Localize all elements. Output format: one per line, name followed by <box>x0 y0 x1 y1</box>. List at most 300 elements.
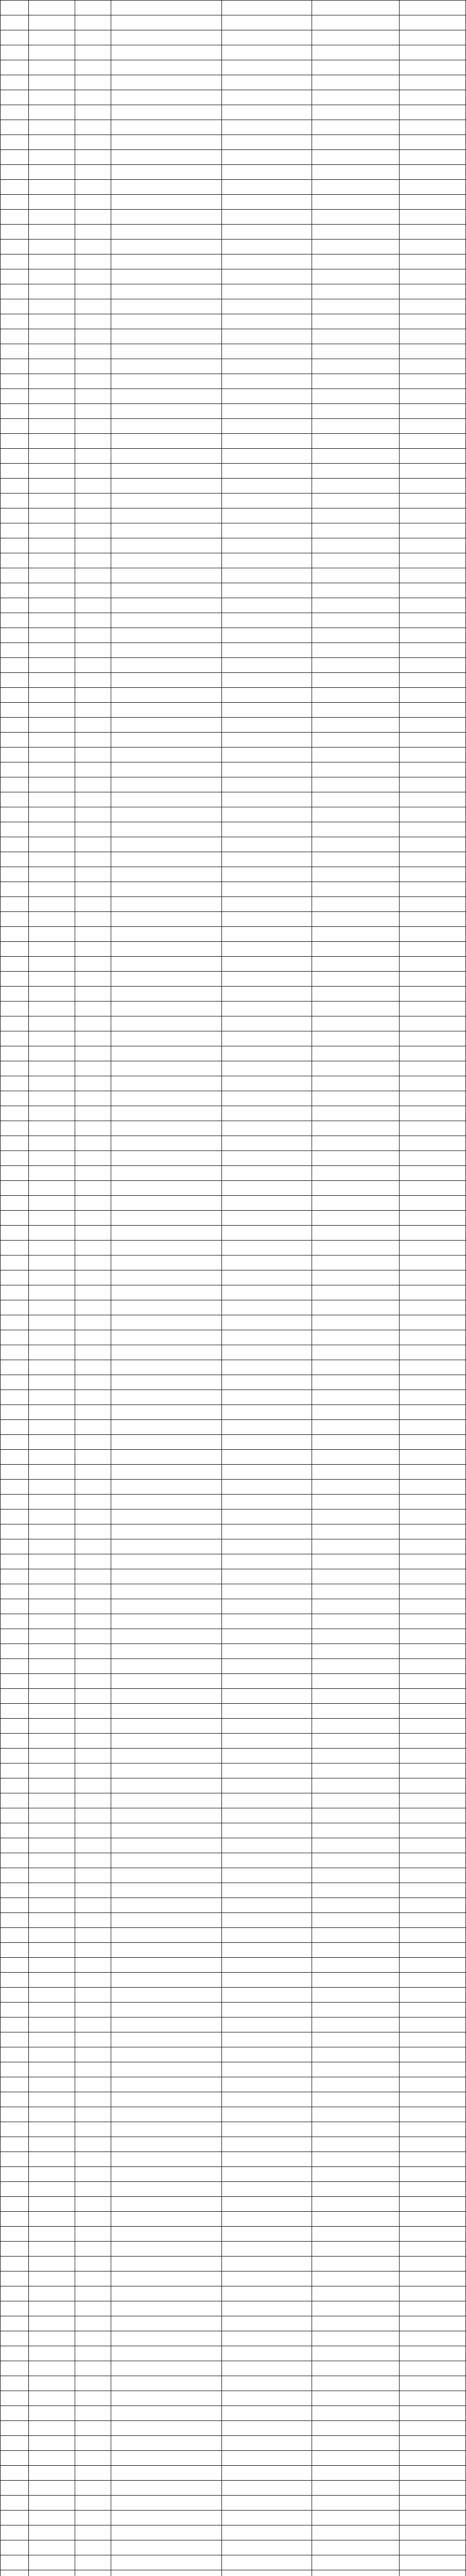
table-cell <box>222 1778 312 1793</box>
table-cell <box>1 2286 29 2301</box>
table-cell <box>111 1883 222 1898</box>
table-row <box>1 299 466 314</box>
table-cell <box>1 1928 29 1943</box>
table-cell <box>29 927 75 942</box>
table-cell <box>29 434 75 449</box>
table-cell <box>1 494 29 509</box>
table-cell <box>75 1450 111 1465</box>
table-cell <box>75 703 111 718</box>
table-row <box>1 807 466 822</box>
table-cell <box>312 1928 400 1943</box>
table-cell <box>75 1495 111 1510</box>
table-cell <box>75 628 111 643</box>
table-row <box>1 762 466 777</box>
table-cell <box>1 598 29 613</box>
table-cell <box>111 2272 222 2286</box>
table-cell <box>111 329 222 344</box>
table-cell <box>1 2496 29 2511</box>
table-cell <box>75 1435 111 1450</box>
table-cell <box>75 1106 111 1121</box>
table-cell <box>222 2032 312 2047</box>
table-cell <box>1 2376 29 2391</box>
table-cell <box>400 1704 466 1719</box>
table-cell <box>29 1196 75 1211</box>
table-cell <box>400 927 466 942</box>
table-cell <box>111 1435 222 1450</box>
table-cell <box>400 180 466 195</box>
table-cell <box>222 1226 312 1241</box>
table-cell <box>75 1928 111 1943</box>
table-row <box>1 1988 466 2003</box>
table-row <box>1 538 466 553</box>
table-cell <box>312 389 400 404</box>
table-cell <box>111 195 222 210</box>
table-cell <box>1 643 29 658</box>
table-cell <box>29 1988 75 2003</box>
table-cell <box>400 299 466 314</box>
table-row <box>1 1256 466 1270</box>
table-cell <box>75 762 111 777</box>
table-cell <box>400 2481 466 2496</box>
table-row <box>1 2018 466 2032</box>
table-row <box>1 2152 466 2167</box>
table-cell <box>75 2286 111 2301</box>
table-cell <box>1 120 29 135</box>
table-cell <box>312 1211 400 1226</box>
table-cell <box>1 2421 29 2436</box>
table-cell <box>400 1913 466 1928</box>
table-row <box>1 1 466 15</box>
table-cell <box>222 553 312 568</box>
table-cell <box>312 1629 400 1644</box>
table-cell <box>222 344 312 359</box>
table-row <box>1 1554 466 1569</box>
table-cell <box>29 1644 75 1659</box>
table-cell <box>75 1943 111 1958</box>
table-cell <box>29 942 75 957</box>
table-cell <box>312 1196 400 1211</box>
table-cell <box>29 822 75 837</box>
table-cell <box>312 240 400 255</box>
table-cell <box>222 2361 312 2376</box>
table-row <box>1 464 466 479</box>
table-row <box>1 1091 466 1106</box>
table-cell <box>29 1016 75 1031</box>
table-cell <box>75 105 111 120</box>
table-cell <box>29 2032 75 2047</box>
table-row <box>1 1196 466 1211</box>
table-row <box>1 1435 466 1450</box>
table-cell <box>1 1599 29 1614</box>
table-cell <box>75 329 111 344</box>
table-cell <box>400 2526 466 2540</box>
table-cell <box>111 2032 222 2047</box>
table-cell <box>1 2361 29 2376</box>
table-row <box>1 643 466 658</box>
table-row <box>1 1031 466 1046</box>
table-cell <box>400 1226 466 1241</box>
table-cell <box>111 1181 222 1196</box>
table-cell <box>1 867 29 882</box>
table-cell <box>29 553 75 568</box>
table-cell <box>75 1300 111 1315</box>
table-cell <box>400 628 466 643</box>
table-cell <box>400 598 466 613</box>
table-cell <box>111 628 222 643</box>
table-row <box>1 1644 466 1659</box>
table-cell <box>75 419 111 434</box>
table-cell <box>111 822 222 837</box>
table-cell <box>29 1973 75 1988</box>
table-cell <box>1 1390 29 1405</box>
table-cell <box>111 2107 222 2122</box>
table-cell <box>312 1300 400 1315</box>
table-cell <box>1 733 29 748</box>
table-cell <box>1 1764 29 1778</box>
table-cell <box>222 1749 312 1764</box>
table-cell <box>312 1674 400 1689</box>
table-cell <box>222 1823 312 1838</box>
table-row <box>1 897 466 912</box>
table-cell <box>1 703 29 718</box>
table-cell <box>222 464 312 479</box>
table-cell <box>75 2346 111 2361</box>
table-cell <box>400 807 466 822</box>
table-cell <box>111 2301 222 2316</box>
table-cell <box>29 2167 75 2182</box>
table-cell <box>400 2227 466 2242</box>
table-cell <box>29 583 75 598</box>
table-cell <box>1 165 29 180</box>
table-cell <box>312 210 400 225</box>
table-cell <box>1 404 29 419</box>
table-cell <box>111 479 222 494</box>
table-cell <box>400 1644 466 1659</box>
table-cell <box>29 389 75 404</box>
table-cell <box>1 2346 29 2361</box>
table-cell <box>1 1524 29 1539</box>
table-cell <box>1 822 29 837</box>
table-cell <box>111 1644 222 1659</box>
table-cell <box>75 2511 111 2526</box>
table-cell <box>222 1973 312 1988</box>
table-cell <box>111 45 222 60</box>
table-cell <box>1 1838 29 1853</box>
table-cell <box>1 509 29 523</box>
table-cell <box>111 509 222 523</box>
table-cell <box>111 583 222 598</box>
table-cell <box>312 2092 400 2107</box>
table-cell <box>75 240 111 255</box>
table-cell <box>312 2018 400 2032</box>
table-cell <box>29 1480 75 1495</box>
table-cell <box>75 344 111 359</box>
table-cell <box>1 2003 29 2018</box>
table-cell <box>400 75 466 90</box>
table-cell <box>400 2570 466 2576</box>
table-cell <box>75 1091 111 1106</box>
table-cell <box>222 792 312 807</box>
table-cell <box>222 1480 312 1495</box>
table-cell <box>111 673 222 688</box>
table-cell <box>111 1016 222 1031</box>
table-cell <box>75 2376 111 2391</box>
table-cell <box>222 2540 312 2555</box>
table-cell <box>1 1808 29 1823</box>
table-cell <box>111 2003 222 2018</box>
table-cell <box>312 1285 400 1300</box>
table-cell <box>400 972 466 987</box>
table-cell <box>1 2301 29 2316</box>
table-cell <box>75 598 111 613</box>
table-cell <box>75 987 111 1002</box>
table-cell <box>312 1420 400 1435</box>
table-row <box>1 210 466 225</box>
table-cell <box>1 389 29 404</box>
table-cell <box>400 1838 466 1853</box>
table-cell <box>222 1584 312 1599</box>
table-cell <box>400 404 466 419</box>
table-cell <box>400 1465 466 1480</box>
table-cell <box>29 344 75 359</box>
table-cell <box>29 1853 75 1868</box>
table-cell <box>222 180 312 195</box>
table-cell <box>222 1913 312 1928</box>
table-cell <box>400 762 466 777</box>
table-cell <box>312 897 400 912</box>
table-cell <box>222 1330 312 1345</box>
table-cell <box>111 1091 222 1106</box>
table-cell <box>222 1644 312 1659</box>
table-cell <box>1 673 29 688</box>
table-cell <box>29 643 75 658</box>
table-cell <box>75 1226 111 1241</box>
table-cell <box>312 2570 400 2576</box>
table-row <box>1 269 466 284</box>
table-cell <box>29 299 75 314</box>
table-row <box>1 972 466 987</box>
table-cell <box>400 777 466 792</box>
table-cell <box>312 2272 400 2286</box>
table-cell <box>222 2062 312 2077</box>
table-cell <box>400 1450 466 1465</box>
table-cell <box>400 2540 466 2555</box>
table-cell <box>29 75 75 90</box>
table-cell <box>29 2331 75 2346</box>
table-cell <box>111 389 222 404</box>
table-cell <box>29 359 75 374</box>
table-cell <box>1 2511 29 2526</box>
table-cell <box>1 1883 29 1898</box>
table-row <box>1 912 466 927</box>
table-cell <box>222 419 312 434</box>
table-row <box>1 494 466 509</box>
table-cell <box>111 2406 222 2421</box>
table-cell <box>75 643 111 658</box>
table-row <box>1 2466 466 2481</box>
table-cell <box>29 733 75 748</box>
table-cell <box>29 2257 75 2272</box>
table-row <box>1 1539 466 1554</box>
table-cell <box>111 2526 222 2540</box>
table-cell <box>222 538 312 553</box>
table-cell <box>75 2137 111 2152</box>
table-cell <box>29 1778 75 1793</box>
table-cell <box>75 822 111 837</box>
table-cell <box>312 1719 400 1734</box>
table-cell <box>400 1091 466 1106</box>
table-cell <box>29 1614 75 1629</box>
table-cell <box>29 2391 75 2406</box>
table-cell <box>29 2526 75 2540</box>
table-cell <box>1 927 29 942</box>
table-cell <box>29 1823 75 1838</box>
table-row <box>1 1928 466 1943</box>
table-cell <box>222 1599 312 1614</box>
table-cell <box>222 598 312 613</box>
table-row <box>1 733 466 748</box>
table-cell <box>111 2047 222 2062</box>
table-cell <box>222 1270 312 1285</box>
table-row <box>1 75 466 90</box>
table-cell <box>222 1734 312 1749</box>
table-cell <box>222 583 312 598</box>
table-cell <box>400 344 466 359</box>
table-cell <box>1 1450 29 1465</box>
table-row <box>1 927 466 942</box>
table-cell <box>222 1898 312 1913</box>
table-cell <box>312 2062 400 2077</box>
table-cell <box>400 2511 466 2526</box>
table-cell <box>29 1270 75 1285</box>
table-cell <box>111 2257 222 2272</box>
table-cell <box>111 2331 222 2346</box>
table-cell <box>111 807 222 822</box>
table-cell <box>312 1151 400 1166</box>
table-cell <box>75 897 111 912</box>
table-cell <box>111 464 222 479</box>
table-cell <box>400 210 466 225</box>
table-cell <box>111 1076 222 1091</box>
table-cell <box>222 972 312 987</box>
table-row <box>1 2257 466 2272</box>
table-cell <box>312 837 400 852</box>
table-row <box>1 1016 466 1031</box>
table-cell <box>111 1002 222 1016</box>
table-cell <box>312 135 400 150</box>
table-cell <box>111 1659 222 1674</box>
table-row <box>1 1480 466 1495</box>
table-row <box>1 1345 466 1360</box>
table-cell <box>75 553 111 568</box>
table-cell <box>29 1345 75 1360</box>
table-row <box>1 1689 466 1704</box>
table-cell <box>1 1943 29 1958</box>
table-cell <box>29 2003 75 2018</box>
table-cell <box>400 1674 466 1689</box>
table-cell <box>75 1958 111 1973</box>
table-row <box>1 2555 466 2570</box>
table-cell <box>400 1883 466 1898</box>
table-cell <box>400 2406 466 2421</box>
table-cell <box>312 2137 400 2152</box>
table-cell <box>75 15 111 30</box>
table-cell <box>29 2212 75 2227</box>
table-cell <box>1 1913 29 1928</box>
table-cell <box>1 240 29 255</box>
table-cell <box>111 1823 222 1838</box>
table-cell <box>312 314 400 329</box>
table-cell <box>1 1196 29 1211</box>
table-cell <box>312 1061 400 1076</box>
table-cell <box>1 2032 29 2047</box>
table-cell <box>222 449 312 464</box>
table-row <box>1 673 466 688</box>
table-cell <box>111 1405 222 1420</box>
table-cell <box>312 1764 400 1778</box>
table-cell <box>111 1315 222 1330</box>
table-cell <box>111 1211 222 1226</box>
table-cell <box>75 2570 111 2576</box>
table-row <box>1 1285 466 1300</box>
table-cell <box>111 2018 222 2032</box>
table-cell <box>1 2540 29 2555</box>
table-cell <box>75 1988 111 2003</box>
table-cell <box>111 1704 222 1719</box>
table-cell <box>312 1988 400 2003</box>
table-cell <box>1 2466 29 2481</box>
table-cell <box>1 553 29 568</box>
table-cell <box>400 1793 466 1808</box>
table-cell <box>222 2137 312 2152</box>
table-cell <box>1 1973 29 1988</box>
table-row <box>1 2286 466 2301</box>
table-cell <box>312 2301 400 2316</box>
table-cell <box>1 1853 29 1868</box>
table-cell <box>312 2003 400 2018</box>
table-cell <box>75 2122 111 2137</box>
table-cell <box>29 419 75 434</box>
table-cell <box>75 1002 111 1016</box>
table-cell <box>400 2316 466 2331</box>
table-row <box>1 509 466 523</box>
table-row <box>1 748 466 762</box>
table-cell <box>1 1061 29 1076</box>
table-cell <box>1 1614 29 1629</box>
table-cell <box>1 1270 29 1285</box>
table-cell <box>1 1151 29 1166</box>
table-cell <box>75 1061 111 1076</box>
table-cell <box>111 643 222 658</box>
table-cell <box>29 2152 75 2167</box>
table-cell <box>111 2182 222 2197</box>
table-row <box>1 2182 466 2197</box>
table-cell <box>111 1674 222 1689</box>
table-row <box>1 942 466 957</box>
table-cell <box>111 2286 222 2301</box>
table-cell <box>75 1 111 15</box>
table-row <box>1 2227 466 2242</box>
table-cell <box>222 2316 312 2331</box>
table-cell <box>29 748 75 762</box>
table-cell <box>222 882 312 897</box>
table-cell <box>29 30 75 45</box>
table-row <box>1 1958 466 1973</box>
table-cell <box>222 314 312 329</box>
table-cell <box>29 210 75 225</box>
table-cell <box>222 1345 312 1360</box>
table-cell <box>29 374 75 389</box>
